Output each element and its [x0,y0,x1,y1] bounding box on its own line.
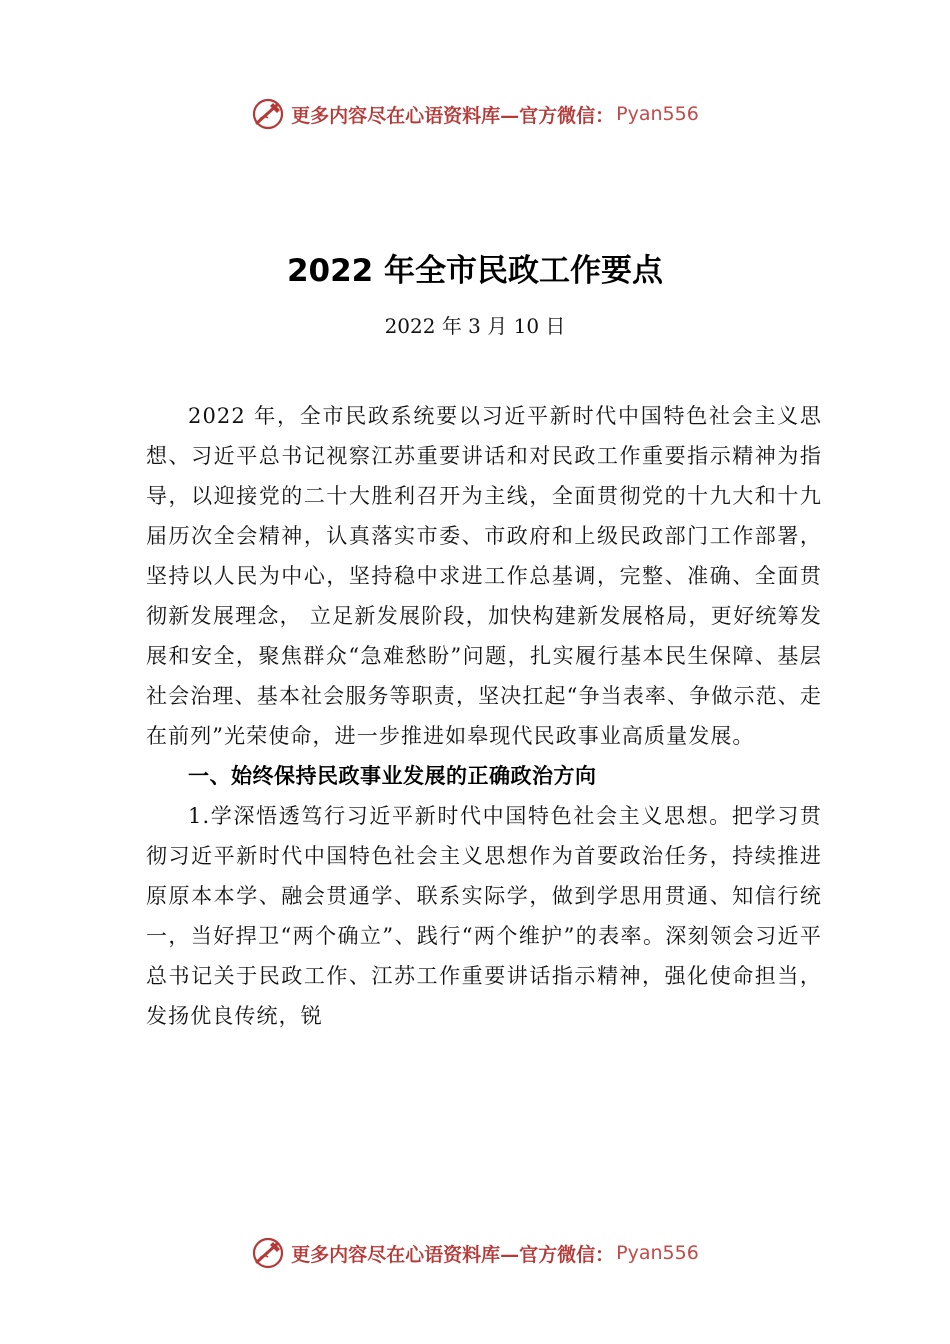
document-body [146,396,822,1036]
watermark-wechat-id: Pyan556 [616,1242,699,1264]
document-date: 2022 年 3 月 10 日 [384,314,566,338]
intro-paragraph: 2022 年，全市民政系统要以习近平新时代中国特色社会主义思想、习近平总书记视察江苏重要讲话和对民政工作重要指示精神为指导，以迎接党的二十大胜利召开为主线，全面贯彻党的十九大和十九届历次全会精神，认真落实市委、市政府和上级民政部门工作部署，坚持以人民为中心，坚持稳中求进工作总基调，完整、准确、全面贯彻新发展理念， 立足新发展阶段，加快构建新发展格局，更好统筹发展和安全，聚焦群众“急难愁盼”问题，扎实履行基本民生保障、基层社会治理、基本社会服务等职责，坚决扛起“争当表率、争做示范、走在前列”光荣使命，进一步推进如皋现代民政事业高质量发展。 [146,404,822,748]
bottom-watermark-banner [0,1233,950,1273]
section-heading: 一、始终保持民政事业发展的正确政治方向 [188,764,597,788]
watermark-slogan: 更多内容尽在心语资料库—官方微信： [291,1243,615,1266]
item-paragraph: 1.学深悟透笃行习近平新时代中国特色社会主义思想。把学习贯彻习近平新时代中国特色社会主义思想作为首要政治任务，持续推进原原本本学、融会贯通学、联系实际学，做到学思用贯通、知信行统一，当好捍卫“两个确立”、践行“两个维护”的表率。深刻领会习近平总书记关于民政工作、江苏工作重要讲话指示精神，强化使命担当，发扬优良传统，锐 [146,804,822,1028]
watermark-wechat-id: Pyan556 [616,103,699,125]
top-watermark-banner [0,94,950,134]
pen-circle-logo-icon [251,1236,285,1270]
watermark-slogan: 更多内容尽在心语资料库—官方微信： [291,104,615,127]
pen-circle-logo-icon [251,97,285,131]
document-title: 2022 年全市民政工作要点 [286,253,664,289]
